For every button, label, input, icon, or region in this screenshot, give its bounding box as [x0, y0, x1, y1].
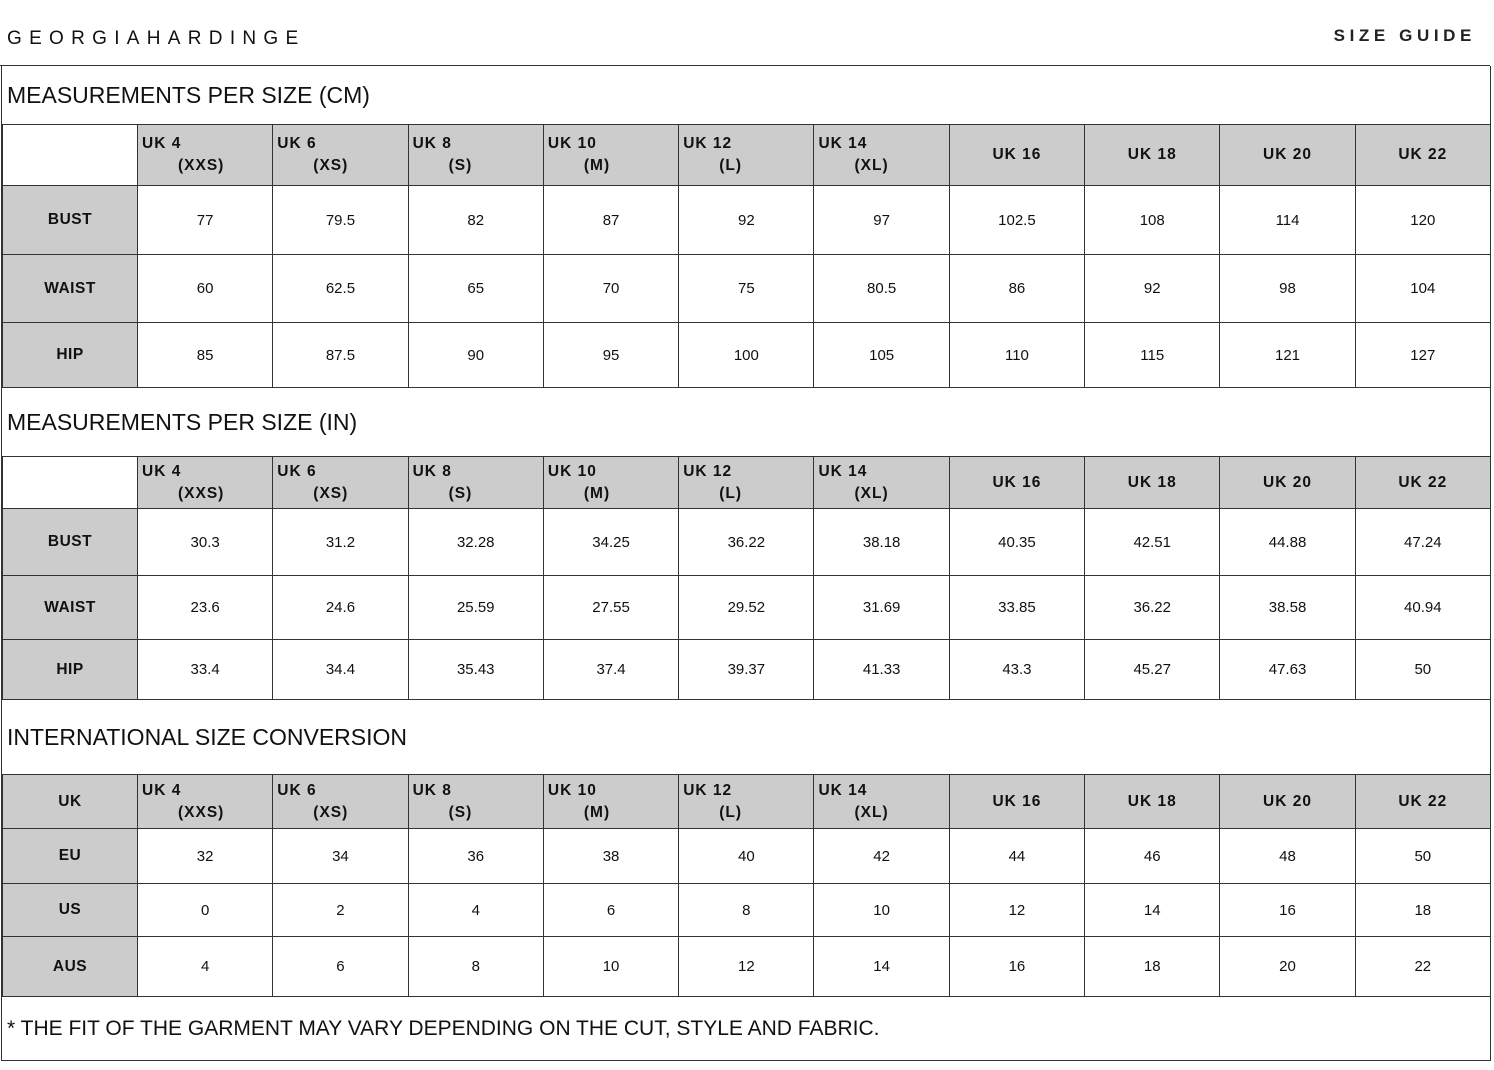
- size-header: UK 22: [1355, 125, 1490, 186]
- size-uk-label: UK 14: [818, 462, 868, 480]
- table-header-row: [3, 457, 1491, 509]
- value-cell: 34: [273, 829, 408, 884]
- size-header: [679, 457, 814, 509]
- value-cell: 32: [138, 829, 273, 884]
- row-label: BUST: [3, 509, 138, 576]
- table-inches: [2, 456, 1491, 700]
- table-row: [3, 509, 1491, 576]
- value-cell: 12: [949, 884, 1084, 937]
- size-header: [273, 457, 408, 509]
- size-header: [814, 775, 949, 829]
- size-letter-label: (XL): [854, 803, 889, 821]
- row-label: WAIST: [3, 255, 138, 323]
- size-uk-label: UK 4: [142, 781, 182, 799]
- value-cell: 16: [949, 937, 1084, 997]
- corner-label-uk: UK: [3, 775, 138, 829]
- value-cell: 36.22: [1085, 576, 1220, 640]
- value-cell: 102.5: [949, 186, 1084, 255]
- size-header: [273, 125, 408, 186]
- value-cell: 85: [138, 323, 273, 388]
- size-header: [408, 775, 543, 829]
- size-header: UK 16: [949, 457, 1084, 509]
- page-title: SIZE GUIDE: [1333, 26, 1476, 45]
- size-header: [814, 457, 949, 509]
- size-header: [543, 125, 678, 186]
- value-cell: 40.35: [949, 509, 1084, 576]
- value-cell: 62.5: [273, 255, 408, 323]
- corner-cell: [3, 457, 138, 509]
- value-cell: 32.28: [408, 509, 543, 576]
- value-cell: 35.43: [408, 640, 543, 700]
- size-uk-label: UK 10: [547, 781, 597, 799]
- size-uk-label: UK 12: [683, 462, 733, 480]
- value-cell: 8: [408, 937, 543, 997]
- value-cell: 27.55: [543, 576, 678, 640]
- size-header: UK 18: [1085, 775, 1220, 829]
- section-title-in: MEASUREMENTS PER SIZE (IN): [7, 408, 358, 435]
- table-cm: [2, 124, 1491, 388]
- value-cell: 79.5: [273, 186, 408, 255]
- value-cell: 38.18: [814, 509, 949, 576]
- value-cell: 104: [1355, 255, 1490, 323]
- value-cell: 127: [1355, 323, 1490, 388]
- table-row: [3, 255, 1491, 323]
- table-row: [3, 186, 1491, 255]
- value-cell: 121: [1220, 323, 1355, 388]
- size-uk-label: UK 14: [818, 135, 868, 152]
- size-header: [408, 125, 543, 186]
- value-cell: 97: [814, 186, 949, 255]
- size-uk-label: UK 10: [547, 462, 597, 480]
- table-row: [3, 640, 1491, 700]
- value-cell: 6: [273, 937, 408, 997]
- value-cell: 105: [814, 323, 949, 388]
- table-row: [3, 576, 1491, 640]
- size-uk-label: UK 6: [277, 135, 317, 152]
- size-header: UK 22: [1355, 775, 1490, 829]
- value-cell: 30.3: [138, 509, 273, 576]
- value-cell: 40: [679, 829, 814, 884]
- value-cell: 77: [138, 186, 273, 255]
- row-label: EU: [3, 829, 138, 884]
- value-cell: 114: [1220, 186, 1355, 255]
- value-cell: 20: [1220, 937, 1355, 997]
- value-cell: 115: [1085, 323, 1220, 388]
- value-cell: 2: [273, 884, 408, 937]
- size-header: UK 20: [1220, 125, 1355, 186]
- size-header: [543, 457, 678, 509]
- size-uk-label: UK 10: [547, 135, 597, 152]
- value-cell: 47.24: [1355, 509, 1490, 576]
- size-header: UK 20: [1220, 457, 1355, 509]
- table-row: [3, 323, 1491, 388]
- size-letter-label: (XXS): [178, 157, 225, 174]
- value-cell: 86: [949, 255, 1084, 323]
- value-cell: 33.85: [949, 576, 1084, 640]
- size-letter-label: (M): [583, 157, 611, 174]
- value-cell: 40.94: [1355, 576, 1490, 640]
- size-letter-label: (XXS): [178, 484, 225, 502]
- value-cell: 45.27: [1085, 640, 1220, 700]
- value-cell: 12: [679, 937, 814, 997]
- size-letter-label: (XXS): [178, 803, 225, 821]
- value-cell: 34.25: [543, 509, 678, 576]
- value-cell: 95: [543, 323, 678, 388]
- value-cell: 24.6: [273, 576, 408, 640]
- value-cell: 50: [1355, 640, 1490, 700]
- corner-cell: [3, 125, 138, 186]
- table-header-row: [3, 125, 1491, 186]
- value-cell: 38: [543, 829, 678, 884]
- size-letter-label: (S): [448, 484, 473, 502]
- value-cell: 36: [408, 829, 543, 884]
- value-cell: 50: [1355, 829, 1490, 884]
- value-cell: 8: [679, 884, 814, 937]
- size-letter-label: (XL): [854, 484, 889, 502]
- value-cell: 14: [814, 937, 949, 997]
- size-letter-label: (M): [583, 484, 611, 502]
- value-cell: 18: [1085, 937, 1220, 997]
- value-cell: 23.6: [138, 576, 273, 640]
- size-uk-label: UK 6: [277, 462, 317, 480]
- value-cell: 70: [543, 255, 678, 323]
- size-header: UK 20: [1220, 775, 1355, 829]
- value-cell: 10: [814, 884, 949, 937]
- value-cell: 38.58: [1220, 576, 1355, 640]
- value-cell: 100: [679, 323, 814, 388]
- size-header: [408, 457, 543, 509]
- size-uk-label: UK 4: [142, 462, 182, 480]
- size-header: UK 16: [949, 125, 1084, 186]
- value-cell: 25.59: [408, 576, 543, 640]
- value-cell: 47.63: [1220, 640, 1355, 700]
- size-letter-label: (L): [719, 157, 742, 174]
- value-cell: 39.37: [679, 640, 814, 700]
- value-cell: 44.88: [1220, 509, 1355, 576]
- size-guide-frame: [1, 66, 1491, 1061]
- value-cell: 31.69: [814, 576, 949, 640]
- section-title-conversion: INTERNATIONAL SIZE CONVERSION: [7, 723, 407, 750]
- row-label: HIP: [3, 640, 138, 700]
- value-cell: 60: [138, 255, 273, 323]
- size-uk-label: UK 6: [277, 781, 317, 799]
- value-cell: 36.22: [679, 509, 814, 576]
- value-cell: 10: [543, 937, 678, 997]
- size-letter-label: (S): [448, 157, 473, 174]
- table-conversion: [2, 774, 1491, 997]
- row-label: HIP: [3, 323, 138, 388]
- value-cell: 41.33: [814, 640, 949, 700]
- size-letter-label: (L): [719, 484, 742, 502]
- value-cell: 42: [814, 829, 949, 884]
- value-cell: 4: [408, 884, 543, 937]
- size-header: [543, 775, 678, 829]
- value-cell: 80.5: [814, 255, 949, 323]
- size-uk-label: UK 8: [412, 462, 452, 480]
- table-row: [3, 829, 1491, 884]
- size-letter-label: (L): [719, 803, 742, 821]
- size-header: UK 22: [1355, 457, 1490, 509]
- size-uk-label: UK 12: [683, 135, 733, 152]
- size-header: [138, 775, 273, 829]
- value-cell: 14: [1085, 884, 1220, 937]
- value-cell: 110: [949, 323, 1084, 388]
- row-label: US: [3, 884, 138, 937]
- value-cell: 42.51: [1085, 509, 1220, 576]
- size-header: UK 18: [1085, 457, 1220, 509]
- value-cell: 18: [1355, 884, 1490, 937]
- size-uk-label: UK 12: [683, 781, 733, 799]
- size-header: [679, 125, 814, 186]
- value-cell: 120: [1355, 186, 1490, 255]
- brand-logo-text: GEORGIAHARDINGE: [7, 28, 306, 49]
- size-header: [273, 775, 408, 829]
- value-cell: 65: [408, 255, 543, 323]
- value-cell: 82: [408, 186, 543, 255]
- value-cell: 34.4: [273, 640, 408, 700]
- size-header: UK 16: [949, 775, 1084, 829]
- value-cell: 22: [1355, 937, 1490, 997]
- size-letter-label: (XL): [854, 157, 889, 174]
- value-cell: 0: [138, 884, 273, 937]
- size-letter-label: (XS): [313, 157, 349, 174]
- size-header: UK 18: [1085, 125, 1220, 186]
- value-cell: 44: [949, 829, 1084, 884]
- value-cell: 31.2: [273, 509, 408, 576]
- value-cell: 75: [679, 255, 814, 323]
- size-header: [138, 457, 273, 509]
- value-cell: 29.52: [679, 576, 814, 640]
- value-cell: 90: [408, 323, 543, 388]
- value-cell: 37.4: [543, 640, 678, 700]
- size-uk-label: UK 8: [412, 781, 452, 799]
- table-header-row: [3, 775, 1491, 829]
- value-cell: 92: [1085, 255, 1220, 323]
- value-cell: 98: [1220, 255, 1355, 323]
- table-row: [3, 884, 1491, 937]
- value-cell: 87.5: [273, 323, 408, 388]
- row-label: AUS: [3, 937, 138, 997]
- value-cell: 108: [1085, 186, 1220, 255]
- size-uk-label: UK 8: [412, 135, 452, 152]
- value-cell: 46: [1085, 829, 1220, 884]
- value-cell: 16: [1220, 884, 1355, 937]
- size-header: [679, 775, 814, 829]
- value-cell: 6: [543, 884, 678, 937]
- size-header: [138, 125, 273, 186]
- size-letter-label: (S): [448, 803, 473, 821]
- value-cell: 43.3: [949, 640, 1084, 700]
- size-uk-label: UK 4: [142, 135, 182, 152]
- size-letter-label: (XS): [313, 803, 349, 821]
- row-label: BUST: [3, 186, 138, 255]
- size-letter-label: (M): [583, 803, 611, 821]
- size-uk-label: UK 14: [818, 781, 868, 799]
- size-letter-label: (XS): [313, 484, 349, 502]
- value-cell: 48: [1220, 829, 1355, 884]
- size-header: [814, 125, 949, 186]
- value-cell: 87: [543, 186, 678, 255]
- value-cell: 4: [138, 937, 273, 997]
- value-cell: 92: [679, 186, 814, 255]
- fit-disclaimer: * THE FIT OF THE GARMENT MAY VARY DEPENDING ON THE CUT, STYLE AND FABRIC.: [2, 997, 1490, 1061]
- row-label: WAIST: [3, 576, 138, 640]
- table-row: [3, 937, 1491, 997]
- value-cell: 33.4: [138, 640, 273, 700]
- section-title-cm: MEASUREMENTS PER SIZE (CM): [7, 81, 370, 108]
